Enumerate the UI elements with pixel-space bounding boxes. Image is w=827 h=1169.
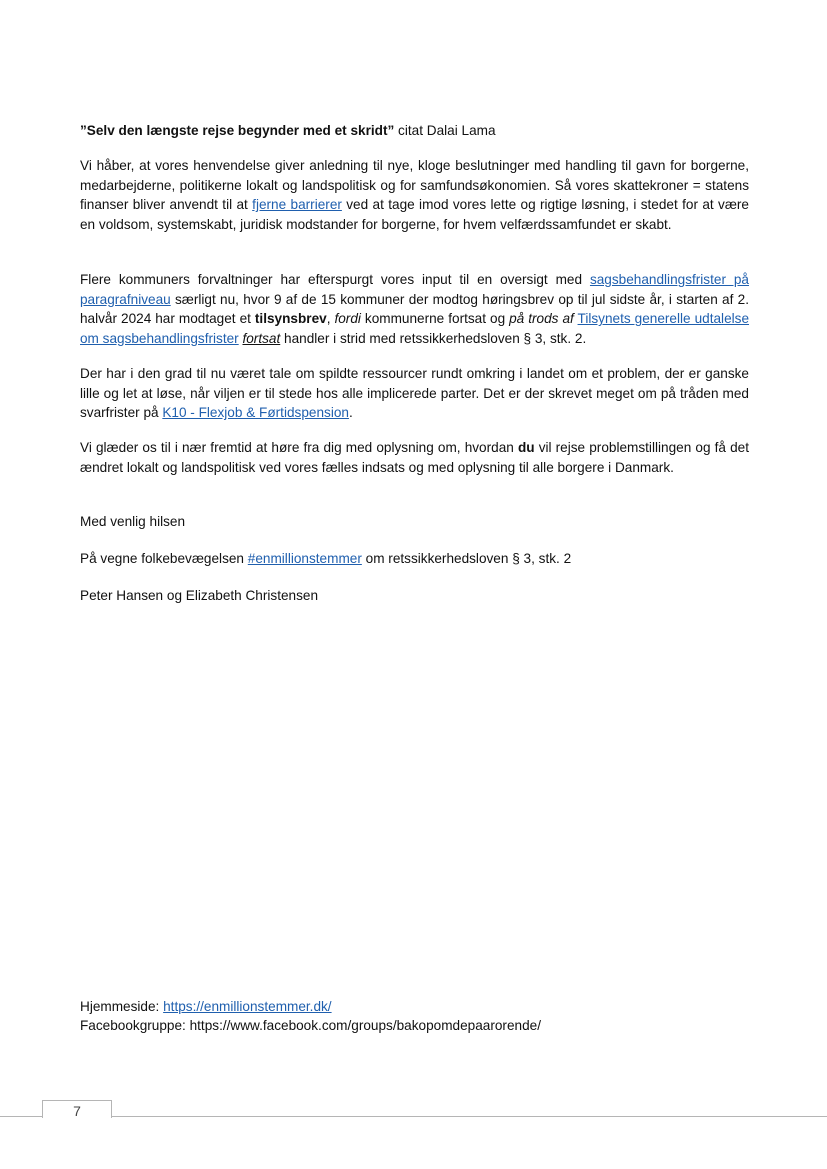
footer-website-line xyxy=(80,997,749,1017)
quote-line xyxy=(80,121,749,141)
p3-text-a: Der har i den grad til nu været tale om spildte ressourcer rundt omkring i landet om et problem, der er ganske lille og let at løse, når viljen er til stede hos alle implicerede parter. Det er der skrevet meget om på tråden med svarfrister på xyxy=(80,366,749,421)
closing-greeting: Med venlig hilsen xyxy=(80,514,186,529)
p2-text-c: , xyxy=(326,311,335,327)
fjerne-barrierer-link[interactable]: fjerne barrierer xyxy=(252,197,342,213)
website-link[interactable]: https://enmillionstemmer.dk/ xyxy=(163,999,332,1014)
p3-text-b: . xyxy=(348,405,353,421)
signature-text-a: På vegne folkebevægelsen xyxy=(80,551,248,566)
du-bold: du xyxy=(517,440,535,455)
p4-text-a: Vi glæder os til i nær fremtid at høre fra dig med oplysning om, hvordan xyxy=(80,440,518,455)
website-label: Hjemmeside: xyxy=(80,999,164,1014)
paa-trods-af-italic: på trods af xyxy=(509,311,574,327)
footer-rule xyxy=(0,1116,827,1117)
p2-text-a: Flere kommuners forvaltninger har efterspurgt vores input til en oversigt med xyxy=(80,272,590,287)
facebook-label: Facebookgruppe: xyxy=(80,1018,190,1033)
tilsynets-udtalelse-link[interactable]: Tilsynets generelle udtalelse om sagsbehandlingsfrister xyxy=(80,311,750,346)
paragraph-4 xyxy=(80,438,749,477)
sagsbehandlingsfrister-link[interactable]: sagsbehandlingsfrister på paragrafniveau xyxy=(80,272,749,307)
p1-text-b: ved at tage imod vores lette og rigtige løsning, i stedet for at være en voldsom, systemskabt, juridisk modstander for borgerne, for hvem velfærdssamfundet er skabt. xyxy=(80,197,749,232)
facebook-url: https://www.facebook.com/groups/bakopomdepaarorende/ xyxy=(189,1018,541,1033)
paragraph-2 xyxy=(80,270,749,348)
fortsat-emphasis: fortsat xyxy=(242,330,281,346)
page-number: 7 xyxy=(42,1100,112,1118)
k10-link[interactable]: K10 - Flexjob & Førtidspension xyxy=(162,405,349,421)
signature-text-b: om retssikkerhedsloven § 3, stk. 2 xyxy=(361,551,572,566)
paragraph-1 xyxy=(80,156,749,234)
p1-text-a: Vi håber, at vores henvendelse giver anledning til nye, kloge beslutninger med handling til gavn for borgerne, medarbejderne, politikerne lokalt og landspolitisk og for samfundsøkonomien. Så vores skattekroner = statens finanser bliver anvendt til at xyxy=(80,158,749,213)
quote-text: ”Selv den længste rejse begynder med et skridt” xyxy=(80,123,395,138)
enmillionstemmer-link[interactable]: #enmillionstemmer xyxy=(247,551,362,566)
tilsynsbrev-bold: tilsynsbrev xyxy=(254,311,327,327)
p2-text-b: særligt nu, hvor 9 af de 15 kommuner der modtog høringsbrev op til jul sidste år, i starten af 2. halvår 2024 har modtaget et xyxy=(80,291,749,327)
p2-text-d: kommunerne fortsat og xyxy=(360,311,510,327)
p2-text-g: handler i strid med retssikkerhedsloven § 3, stk. 2. xyxy=(280,330,587,346)
fordi-italic: fordi xyxy=(334,311,361,327)
p4-text-b: vil rejse problemstillingen og få det ændret lokalt og landspolitisk ved vores fælles indsats og med oplysning til alle borgere i Danmark. xyxy=(80,440,749,475)
signatory-names: Peter Hansen og Elizabeth Christensen xyxy=(80,588,319,603)
paragraph-3 xyxy=(80,364,749,423)
signature-line xyxy=(80,549,749,569)
footer-facebook-line xyxy=(80,1016,749,1036)
quote-attribution: citat Dalai Lama xyxy=(394,123,496,138)
